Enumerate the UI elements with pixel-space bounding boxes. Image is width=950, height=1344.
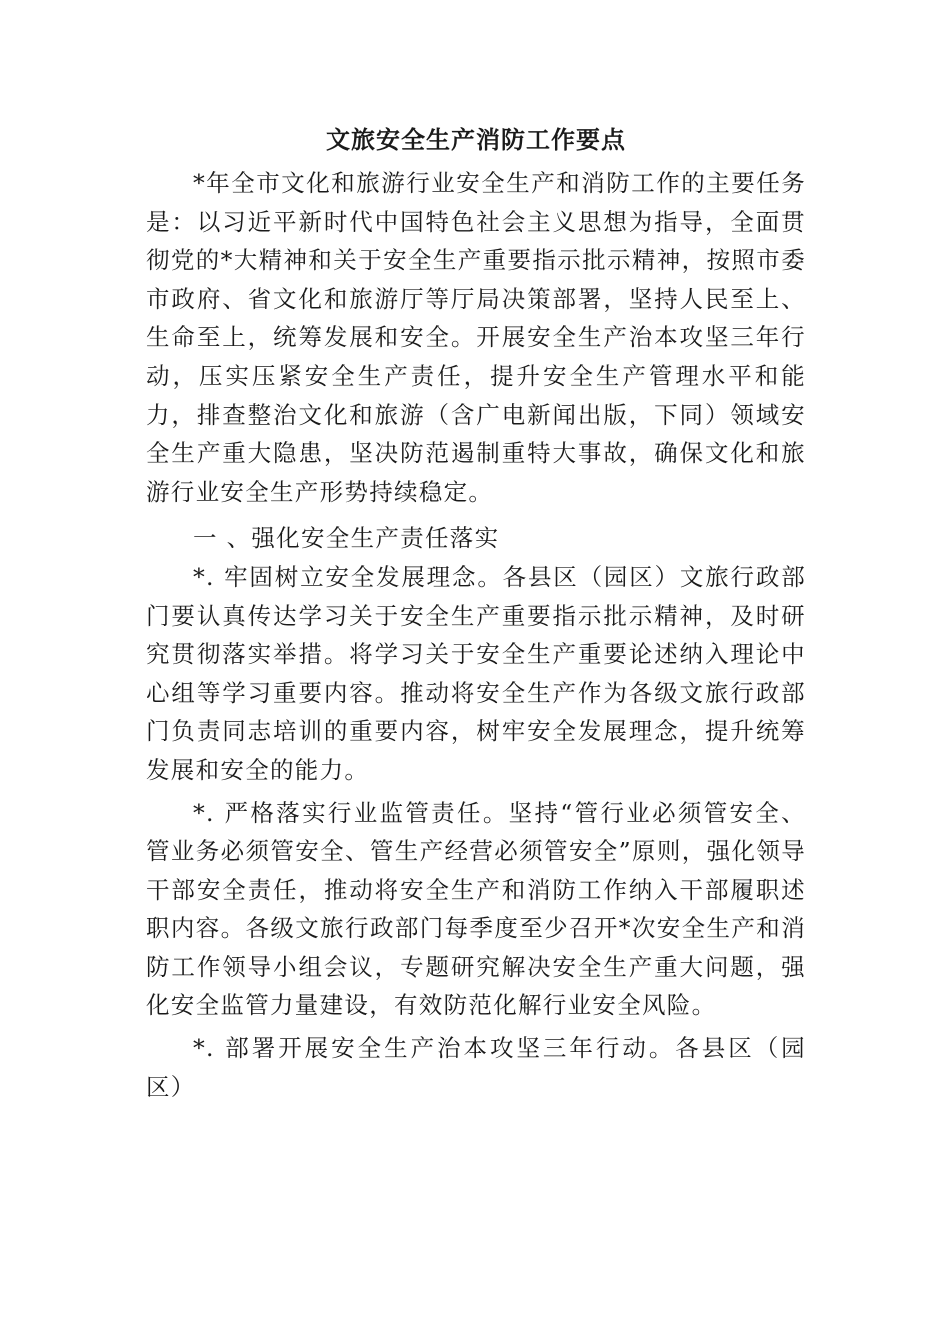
intro-paragraph: *年全市文化和旅游行业安全生产和消防工作的主要任务是：以习近平新时代中国特色社会主义思想为指导，全面贯彻党的*大精神和关于安全生产重要指示批示精神，按照市委市政府、省文化和旅游厅等厅局决策部署，坚持人民至上、生命至上，统筹发展和安全。开展安全生产治本攻坚三年行动，压实压紧安全生产责任，提升安全生产管理水平和能力，排查整治文化和旅游（含广电新闻出版，下同）领域安全生产重大隐患，坚决防范遏制重特大事故，确保文化和旅游行业安全生产形势持续稳定。 [146, 169, 806, 506]
section-heading: 一 、强化安全生产责任落实 [193, 524, 500, 553]
item-paragraph-2: *. 严格落实行业监管责任。坚持“管行业必须管安全、管业务必须管安全、管生产经营必须管安全”原则，强化领导干部安全责任，推动将安全生产和消防工作纳入干部履职述职内容。各级文旅行政部门每季度至少召开*次安全生产和消防工作领导小组会议，专题研究解决安全生产重大问题，强化安全监管力量建设，有效防范化解行业安全风险。 [146, 798, 806, 1020]
document-page [146, 118, 806, 1106]
item-paragraph-3: *. 部署开展安全生产治本攻坚三年行动。各县区（园区） [146, 1034, 806, 1101]
document-title: 文旅安全生产消防工作要点 [326, 125, 626, 154]
item-paragraph-1: *. 牢固树立安全发展理念。各县区（园区）文旅行政部门要认真传达学习关于安全生产重要指示批示精神，及时研究贯彻落实举措。将学习关于安全生产重要论述纳入理论中心组等学习重要内容。推动将安全生产作为各级文旅行政部门负责同志培训的重要内容，树牢安全发展理念，提升统筹发展和安全的能力。 [146, 562, 806, 784]
